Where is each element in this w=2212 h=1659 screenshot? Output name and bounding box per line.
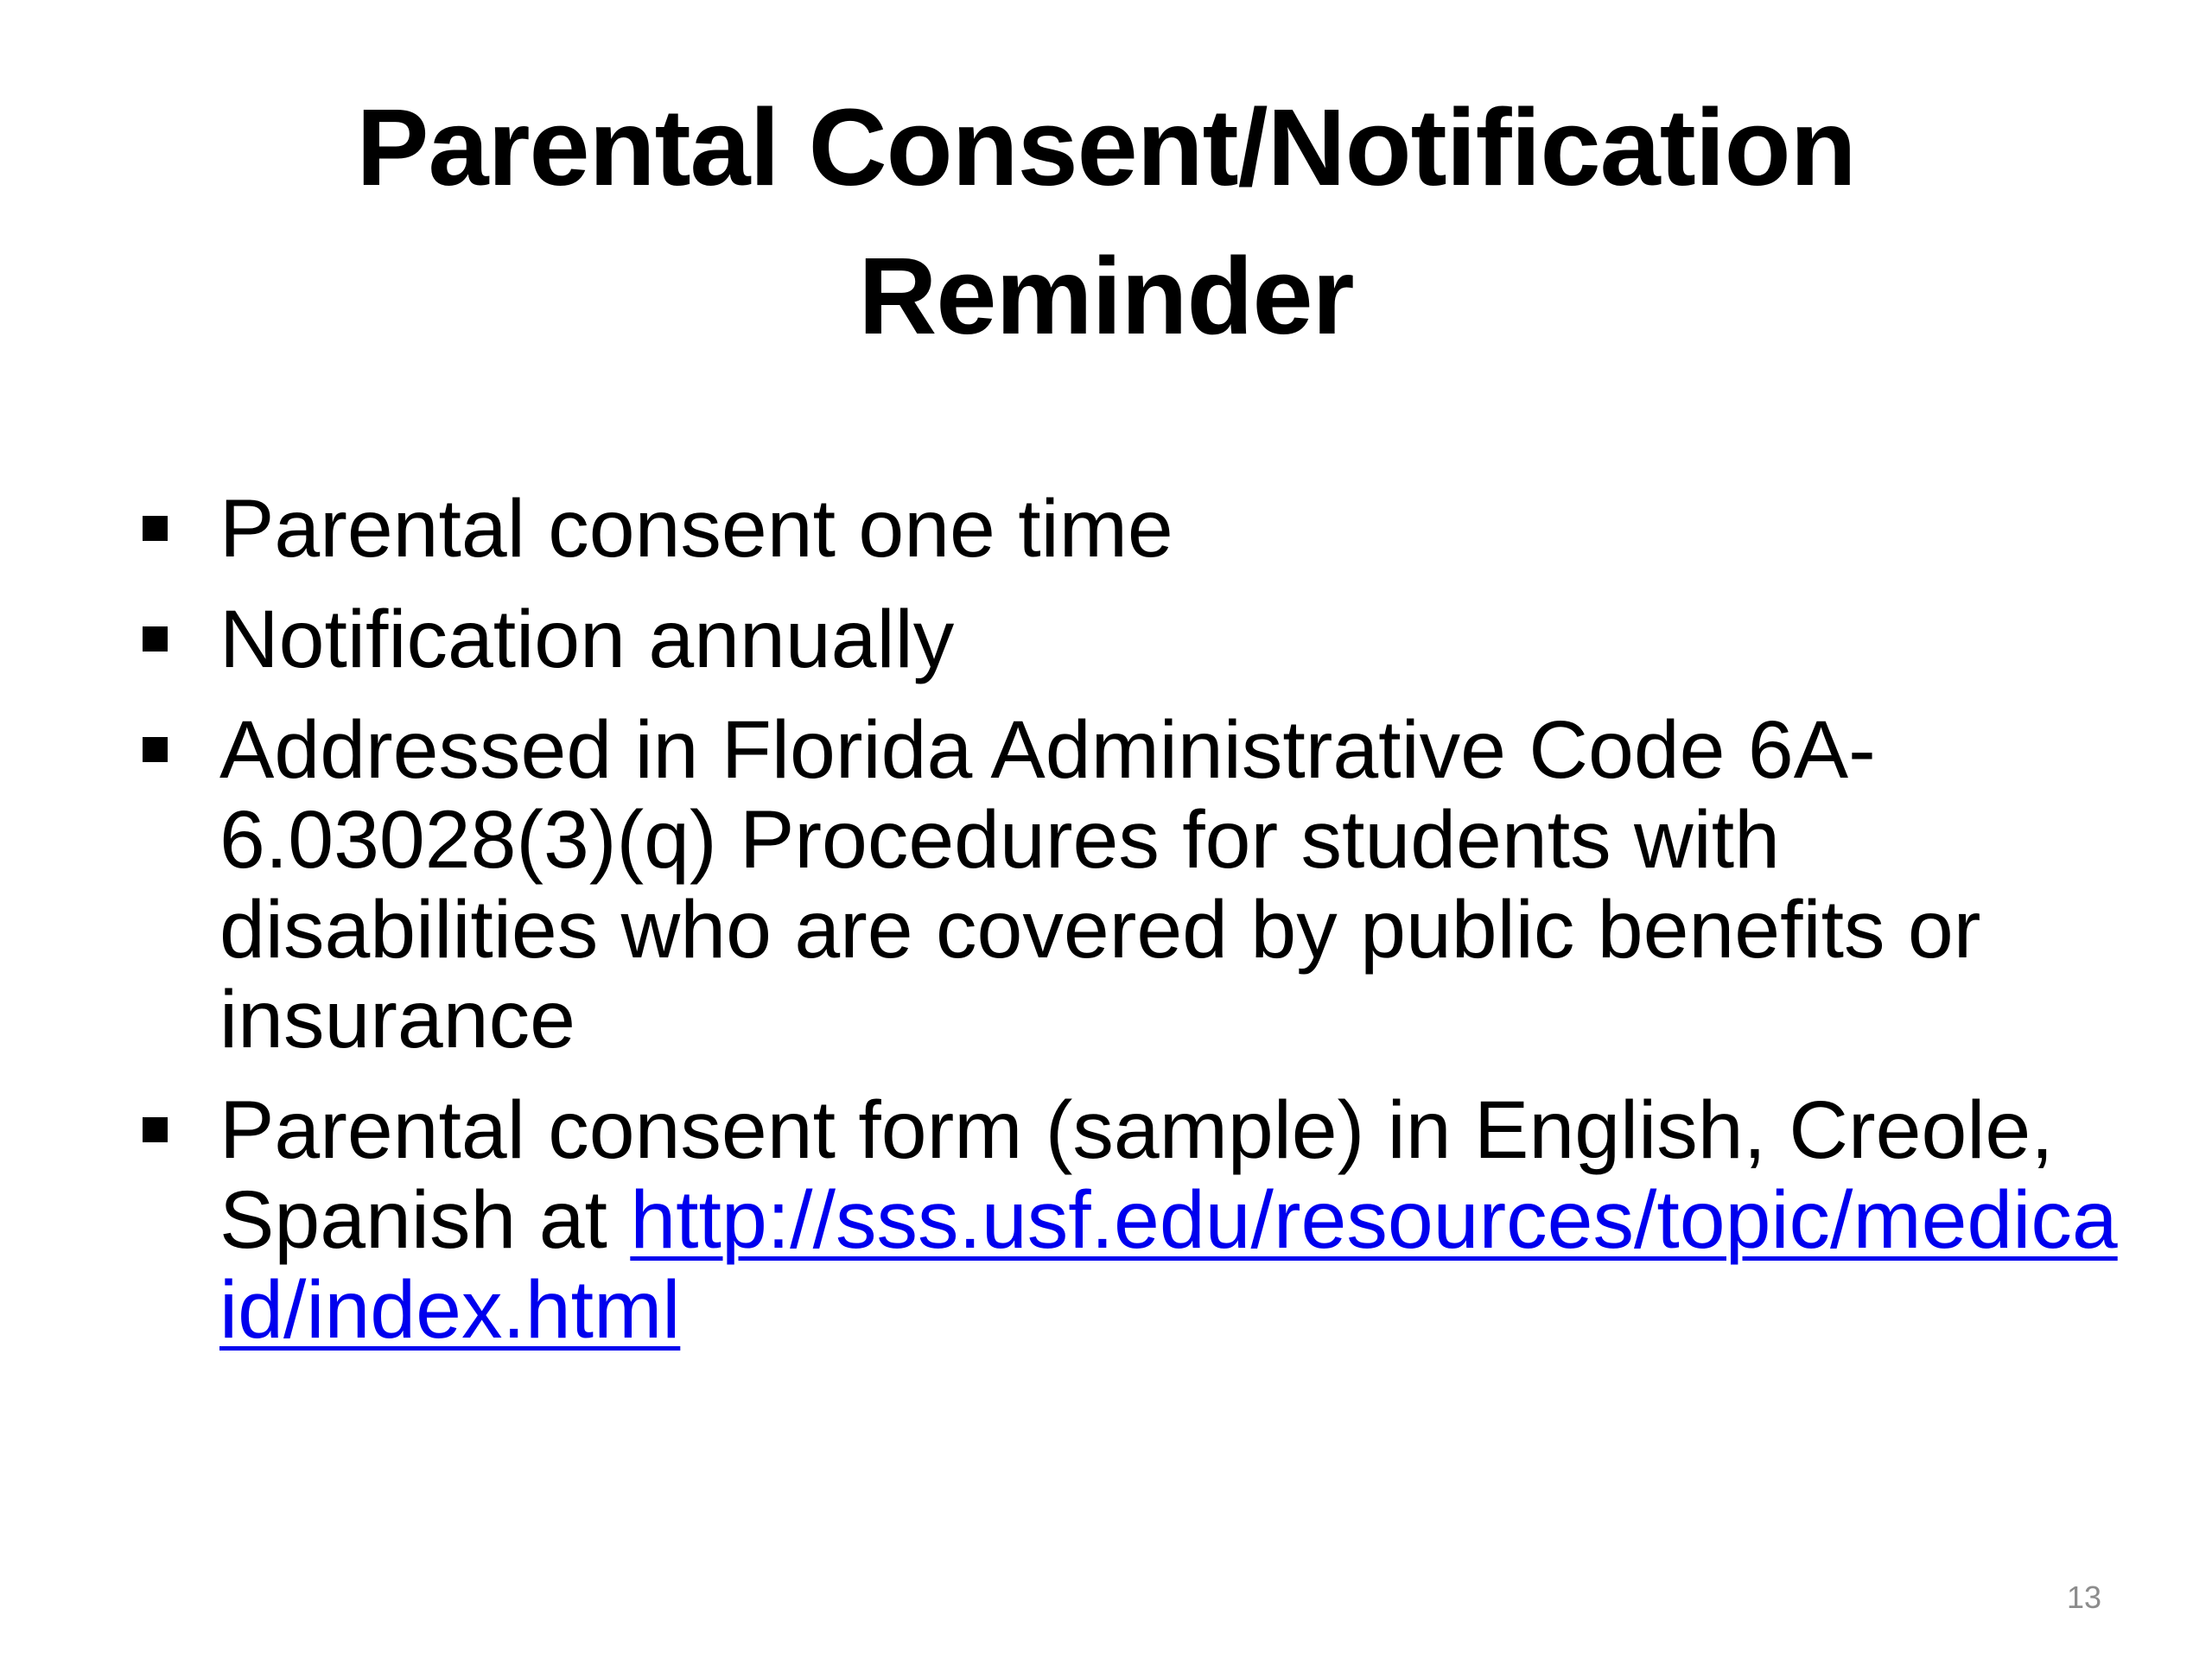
- bullet-item: [138, 1085, 2126, 1355]
- square-bullet-icon: [143, 737, 168, 762]
- bullet-item: [138, 705, 2126, 1065]
- slide-title: [138, 73, 2074, 371]
- bullet-text: Notification annually: [219, 594, 955, 685]
- bullet-text: Parental consent form (sample) in English, Creole, Spanish at: [219, 1084, 2054, 1266]
- bullet-item: [138, 484, 2126, 574]
- medicaid-resource-link[interactable]: http://sss.usf.edu/resources/topic/medicaid/index.html: [219, 1174, 2118, 1356]
- square-bullet-icon: [143, 626, 168, 652]
- title-line-2: Reminder: [858, 235, 1354, 357]
- bullet-list: [138, 484, 2126, 1376]
- title-line-1: Parental Consent/Notification: [356, 86, 1856, 208]
- page-number: 13: [2066, 1580, 2101, 1615]
- square-bullet-icon: [143, 516, 168, 541]
- square-bullet-icon: [143, 1117, 168, 1142]
- bullet-text: Addressed in Florida Administrative Code 6A-6.03028(3)(q) Procedures for students with disabilities who are covered by public benefits or insurance: [219, 704, 1981, 1065]
- bullet-text: Parental consent one time: [219, 483, 1173, 575]
- bullet-item: [138, 594, 2126, 684]
